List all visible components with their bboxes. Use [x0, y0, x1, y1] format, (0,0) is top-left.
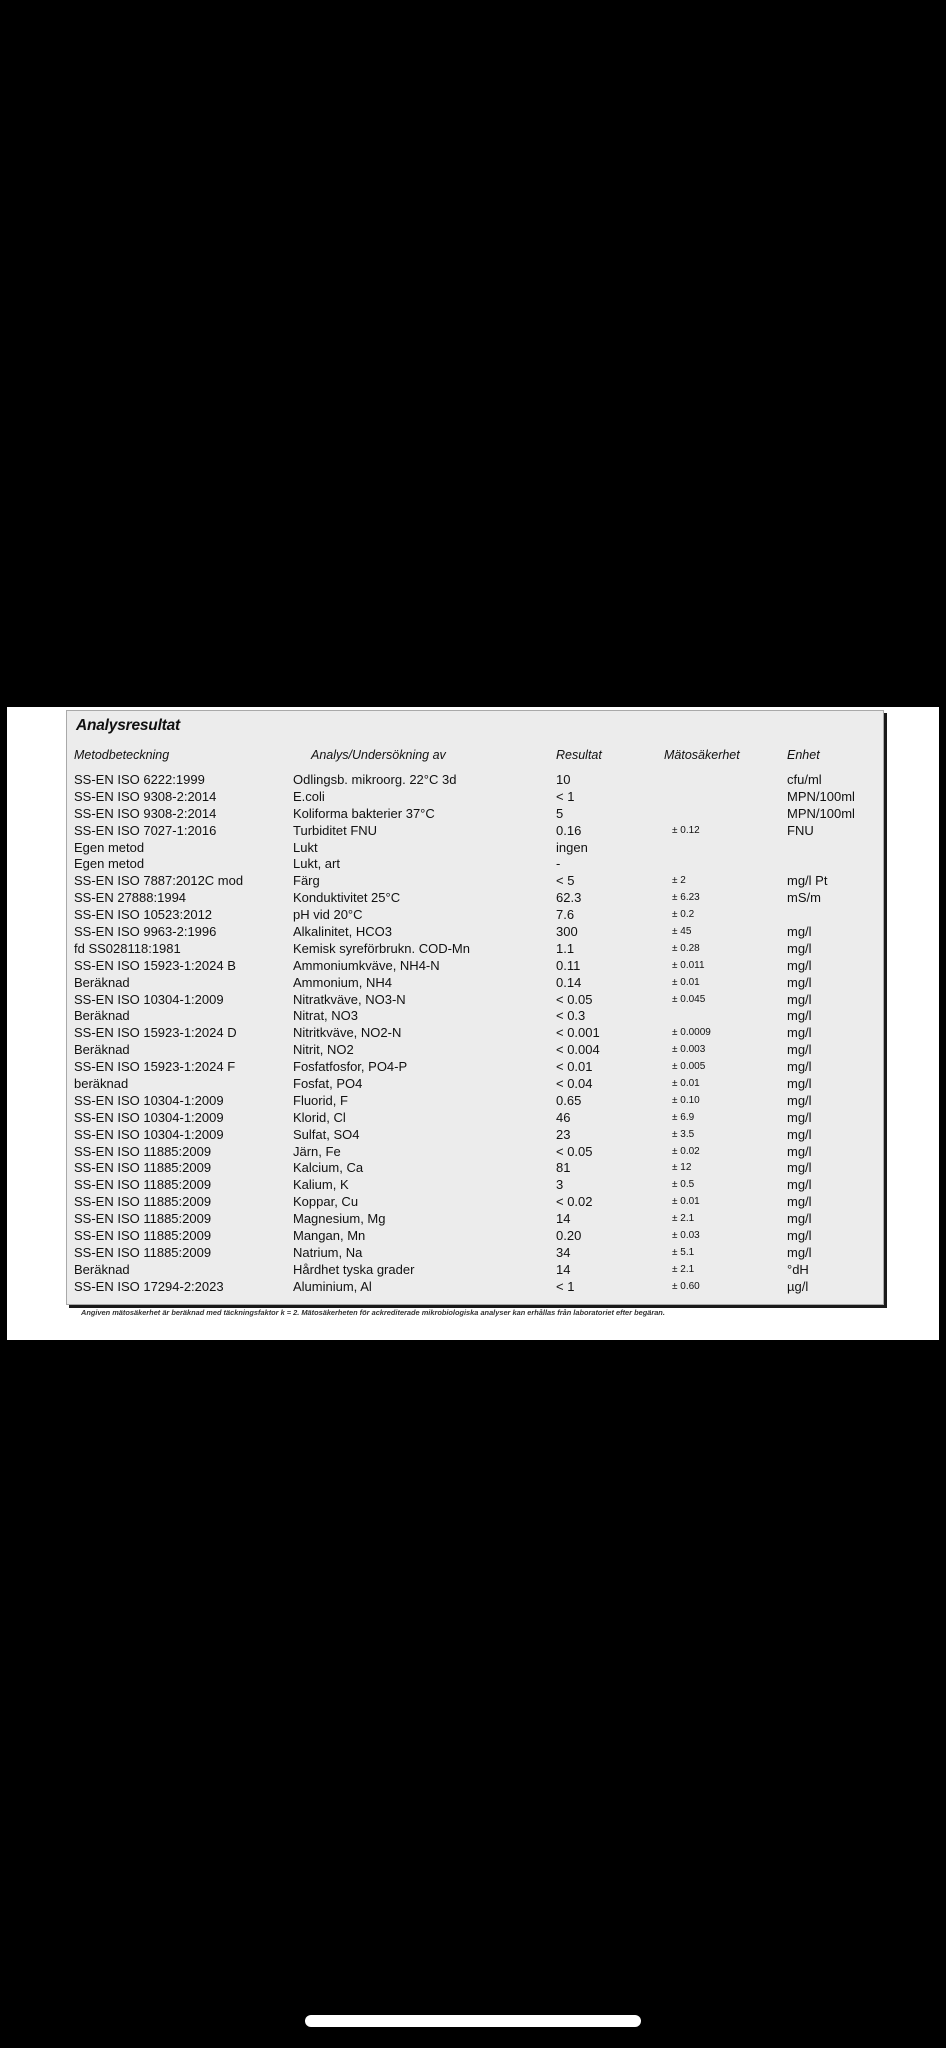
cell-unit: mg/l — [787, 991, 812, 1007]
footnote: Angiven mätosäkerhet är beräknad med täckningsfaktor k = 2. Mätosäkerheten för ackrediterade mikrobiologiska analyser kan erhållas från laboratoriet efter begäran. — [81, 1308, 665, 1317]
cell-result: ingen — [556, 839, 588, 855]
cell-method: fd SS028118:1981 — [74, 940, 181, 956]
cell-analysis: Koppar, Cu — [293, 1194, 359, 1210]
table-row — [67, 1042, 883, 1059]
cell-method: SS-EN ISO 11885:2009 — [74, 1143, 212, 1159]
cell-method: SS-EN ISO 15923-1:2024 F — [74, 1059, 236, 1075]
cell-analysis: Kalcium, Ca — [293, 1160, 364, 1176]
table-row — [67, 873, 883, 890]
cell-result: 46 — [556, 1109, 571, 1125]
cell-uncertainty: ± 0.003 — [672, 1044, 706, 1056]
table-row — [67, 1279, 883, 1296]
cell-unit: mg/l — [787, 940, 812, 956]
cell-method: SS-EN ISO 15923-1:2024 B — [74, 957, 236, 973]
cell-result: 0.65 — [556, 1092, 582, 1108]
cell-result: 0.20 — [556, 1228, 582, 1244]
cell-method: Beräknad — [74, 1261, 130, 1277]
cell-result: 62.3 — [556, 890, 582, 906]
cell-analysis: Koliforma bakterier 37°C — [293, 805, 435, 821]
cell-unit: mg/l — [787, 974, 812, 990]
cell-analysis: Sulfat, SO4 — [293, 1126, 360, 1142]
cell-method: SS-EN ISO 10304-1:2009 — [74, 1109, 224, 1125]
cell-uncertainty: ± 0.10 — [672, 1094, 700, 1106]
cell-uncertainty: ± 6.23 — [672, 892, 700, 904]
cell-result: 0.14 — [556, 974, 582, 990]
cell-analysis: Magnesium, Mg — [293, 1211, 386, 1227]
table-row — [67, 1110, 883, 1127]
cell-unit: mS/m — [787, 890, 821, 906]
cell-unit: mg/l Pt — [787, 873, 828, 889]
cell-result: 34 — [556, 1244, 571, 1260]
cell-uncertainty: ± 0.5 — [672, 1179, 695, 1191]
cell-uncertainty: ± 0.0009 — [672, 1027, 711, 1039]
table-row — [67, 1076, 883, 1093]
cell-unit: µg/l — [787, 1278, 809, 1294]
table-row — [67, 1093, 883, 1110]
table-row — [67, 1245, 883, 1262]
cell-uncertainty: ± 5.1 — [672, 1246, 695, 1258]
cell-result: < 1 — [556, 788, 575, 804]
report-title: Analysresultat — [76, 717, 181, 734]
cell-uncertainty: ± 0.005 — [672, 1061, 706, 1073]
table-row — [67, 840, 883, 857]
cell-analysis: Alkalinitet, HCO3 — [293, 924, 392, 940]
table-row — [67, 1160, 883, 1177]
table-row — [67, 1008, 883, 1025]
cell-uncertainty: ± 0.2 — [672, 909, 695, 921]
table-row — [67, 806, 883, 823]
cell-result: < 0.05 — [556, 1143, 593, 1159]
cell-method: SS-EN ISO 10304-1:2009 — [74, 1092, 224, 1108]
table-row — [67, 1059, 883, 1076]
cell-analysis: Färg — [293, 873, 320, 889]
cell-unit: mg/l — [787, 1076, 812, 1092]
analysis-results-box — [66, 710, 884, 1305]
table-row — [67, 1194, 883, 1211]
cell-unit: mg/l — [787, 1042, 812, 1058]
table-row — [67, 1177, 883, 1194]
cell-analysis: Fluorid, F — [293, 1092, 348, 1108]
cell-result: < 0.3 — [556, 1008, 586, 1024]
cell-result: < 0.05 — [556, 991, 593, 1007]
cell-unit: mg/l — [787, 1109, 812, 1125]
cell-analysis: Nitrit, NO2 — [293, 1042, 354, 1058]
cell-unit: MPN/100ml — [787, 788, 855, 804]
cell-uncertainty: ± 0.02 — [672, 1145, 700, 1157]
cell-analysis: Odlingsb. mikroorg. 22°C 3d — [293, 772, 457, 787]
table-row — [67, 772, 883, 789]
cell-uncertainty: ± 0.01 — [672, 1078, 700, 1090]
cell-result: < 0.04 — [556, 1076, 593, 1092]
cell-unit: mg/l — [787, 1244, 812, 1260]
cell-unit: MPN/100ml — [787, 805, 855, 821]
cell-method: SS-EN ISO 11885:2009 — [74, 1228, 212, 1244]
cell-result: 14 — [556, 1211, 571, 1227]
cell-method: Beräknad — [74, 974, 130, 990]
cell-uncertainty: ± 0.03 — [672, 1230, 700, 1242]
table-row — [67, 823, 883, 840]
cell-method: SS-EN ISO 7887:2012C mod — [74, 873, 244, 889]
cell-method: SS-EN ISO 11885:2009 — [74, 1194, 212, 1210]
header-result: Resultat — [556, 748, 602, 762]
cell-method: SS-EN ISO 15923-1:2024 D — [74, 1025, 237, 1041]
header-method: Metodbeteckning — [74, 748, 170, 762]
cell-unit: mg/l — [787, 1059, 812, 1075]
cell-uncertainty: ± 2.1 — [672, 1263, 695, 1275]
cell-analysis: Hårdhet tyska grader — [293, 1261, 415, 1277]
cell-unit: mg/l — [787, 1143, 812, 1159]
table-row — [67, 1228, 883, 1245]
cell-uncertainty: ± 45 — [672, 926, 692, 938]
cell-result: 7.6 — [556, 907, 575, 923]
cell-result: < 5 — [556, 873, 575, 889]
cell-method: SS-EN ISO 11885:2009 — [74, 1244, 212, 1260]
cell-method: SS-EN ISO 7027-1:2016 — [74, 822, 217, 838]
cell-analysis: Konduktivitet 25°C — [293, 890, 401, 906]
table-row — [67, 1262, 883, 1279]
cell-uncertainty: ± 0.011 — [672, 959, 705, 971]
cell-analysis: Lukt, art — [293, 856, 340, 872]
table-row — [67, 924, 883, 941]
home-indicator[interactable] — [305, 2015, 641, 2027]
cell-unit: mg/l — [787, 1194, 812, 1210]
cell-unit: mg/l — [787, 1092, 812, 1108]
cell-analysis: Ammoniumkväve, NH4-N — [293, 957, 440, 973]
cell-analysis: Klorid, Cl — [293, 1109, 346, 1125]
cell-method: SS-EN ISO 11885:2009 — [74, 1211, 212, 1227]
table-row — [67, 1144, 883, 1161]
table-row — [67, 1127, 883, 1144]
cell-analysis: Fosfat, PO4 — [293, 1076, 363, 1092]
cell-analysis: Nitratkväve, NO3-N — [293, 991, 406, 1007]
cell-analysis: Turbiditet FNU — [293, 822, 378, 838]
cell-method: beräknad — [74, 1076, 129, 1092]
table-row — [67, 789, 883, 806]
cell-uncertainty: ± 3.5 — [672, 1128, 695, 1140]
results-table — [67, 772, 883, 1296]
table-row — [67, 856, 883, 873]
cell-analysis: Lukt — [293, 839, 318, 855]
cell-result: 10 — [556, 772, 571, 787]
cell-analysis: Nitrat, NO3 — [293, 1008, 359, 1024]
cell-uncertainty: ± 2 — [672, 875, 686, 887]
cell-result: 5 — [556, 805, 564, 821]
cell-uncertainty: ± 0.01 — [672, 976, 700, 988]
document-page — [7, 707, 939, 1340]
cell-uncertainty: ± 0.60 — [672, 1280, 700, 1292]
cell-result: < 1 — [556, 1278, 575, 1294]
cell-method: SS-EN ISO 11885:2009 — [74, 1160, 212, 1176]
table-row — [67, 958, 883, 975]
cell-result: 14 — [556, 1261, 571, 1277]
cell-method: SS-EN ISO 9308-2:2014 — [74, 805, 217, 821]
cell-result: 0.16 — [556, 822, 582, 838]
cell-unit: mg/l — [787, 1228, 812, 1244]
table-row — [67, 941, 883, 958]
cell-method: SS-EN 27888:1994 — [74, 890, 187, 906]
cell-result: 300 — [556, 924, 578, 940]
header-uncertainty: Mätosäkerhet — [664, 748, 740, 762]
cell-uncertainty: ± 0.12 — [672, 824, 700, 836]
cell-unit: cfu/ml — [787, 772, 822, 787]
cell-unit: mg/l — [787, 1126, 812, 1142]
cell-unit: mg/l — [787, 1025, 812, 1041]
cell-method: SS-EN ISO 9963-2:1996 — [74, 924, 217, 940]
table-row — [67, 907, 883, 924]
table-row — [67, 992, 883, 1009]
cell-result: 81 — [556, 1160, 571, 1176]
cell-result: < 0.004 — [556, 1042, 600, 1058]
cell-analysis: Kemisk syreförbrukn. COD-Mn — [293, 940, 470, 956]
cell-analysis: Mangan, Mn — [293, 1228, 366, 1244]
cell-analysis: Aluminium, Al — [293, 1278, 372, 1294]
cell-method: SS-EN ISO 10523:2012 — [74, 907, 213, 923]
cell-unit: mg/l — [787, 1008, 812, 1024]
cell-uncertainty: ± 12 — [672, 1162, 692, 1174]
cell-result: < 0.01 — [556, 1059, 593, 1075]
cell-result: 23 — [556, 1126, 571, 1142]
table-row — [67, 975, 883, 992]
cell-method: Egen metod — [74, 856, 145, 872]
cell-method: SS-EN ISO 17294-2:2023 — [74, 1278, 224, 1294]
cell-method: SS-EN ISO 9308-2:2014 — [74, 788, 217, 804]
cell-method: Beräknad — [74, 1008, 130, 1024]
cell-method: SS-EN ISO 11885:2009 — [74, 1177, 212, 1193]
cell-result: 1.1 — [556, 940, 575, 956]
cell-uncertainty: ± 0.01 — [672, 1196, 700, 1208]
table-row — [67, 890, 883, 907]
cell-analysis: E.coli — [293, 788, 325, 804]
cell-result: 3 — [556, 1177, 564, 1193]
header-unit: Enhet — [787, 748, 820, 762]
cell-unit: mg/l — [787, 1177, 812, 1193]
cell-unit: mg/l — [787, 924, 812, 940]
cell-analysis: Ammonium, NH4 — [293, 974, 392, 990]
cell-unit: mg/l — [787, 957, 812, 973]
cell-analysis: Kalium, K — [293, 1177, 349, 1193]
cell-method: Egen metod — [74, 839, 145, 855]
cell-result: < 0.001 — [556, 1025, 600, 1041]
cell-uncertainty: ± 0.28 — [672, 942, 700, 954]
cell-unit: FNU — [787, 822, 814, 838]
header-analysis: Analys/Undersökning av — [311, 748, 446, 762]
cell-method: SS-EN ISO 10304-1:2009 — [74, 991, 224, 1007]
cell-uncertainty: ± 6.9 — [672, 1111, 695, 1123]
cell-analysis: Natrium, Na — [293, 1244, 363, 1260]
cell-result: - — [556, 856, 561, 872]
table-row — [67, 1025, 883, 1042]
table-row — [67, 1211, 883, 1228]
cell-method: Beräknad — [74, 1042, 130, 1058]
cell-unit: °dH — [787, 1261, 809, 1277]
cell-result: < 0.02 — [556, 1194, 593, 1210]
cell-unit: mg/l — [787, 1160, 812, 1176]
cell-analysis: Järn, Fe — [293, 1143, 341, 1159]
cell-uncertainty: ± 2.1 — [672, 1213, 695, 1225]
cell-result: 0.11 — [556, 957, 581, 973]
cell-analysis: pH vid 20°C — [293, 907, 363, 923]
cell-unit: mg/l — [787, 1211, 812, 1227]
cell-analysis: Nitritkväve, NO2-N — [293, 1025, 402, 1041]
cell-analysis: Fosfatfosfor, PO4-P — [293, 1059, 408, 1075]
cell-uncertainty: ± 0.045 — [672, 993, 706, 1005]
cell-method: SS-EN ISO 10304-1:2009 — [74, 1126, 224, 1142]
cell-method: SS-EN ISO 6222:1999 — [74, 772, 205, 787]
